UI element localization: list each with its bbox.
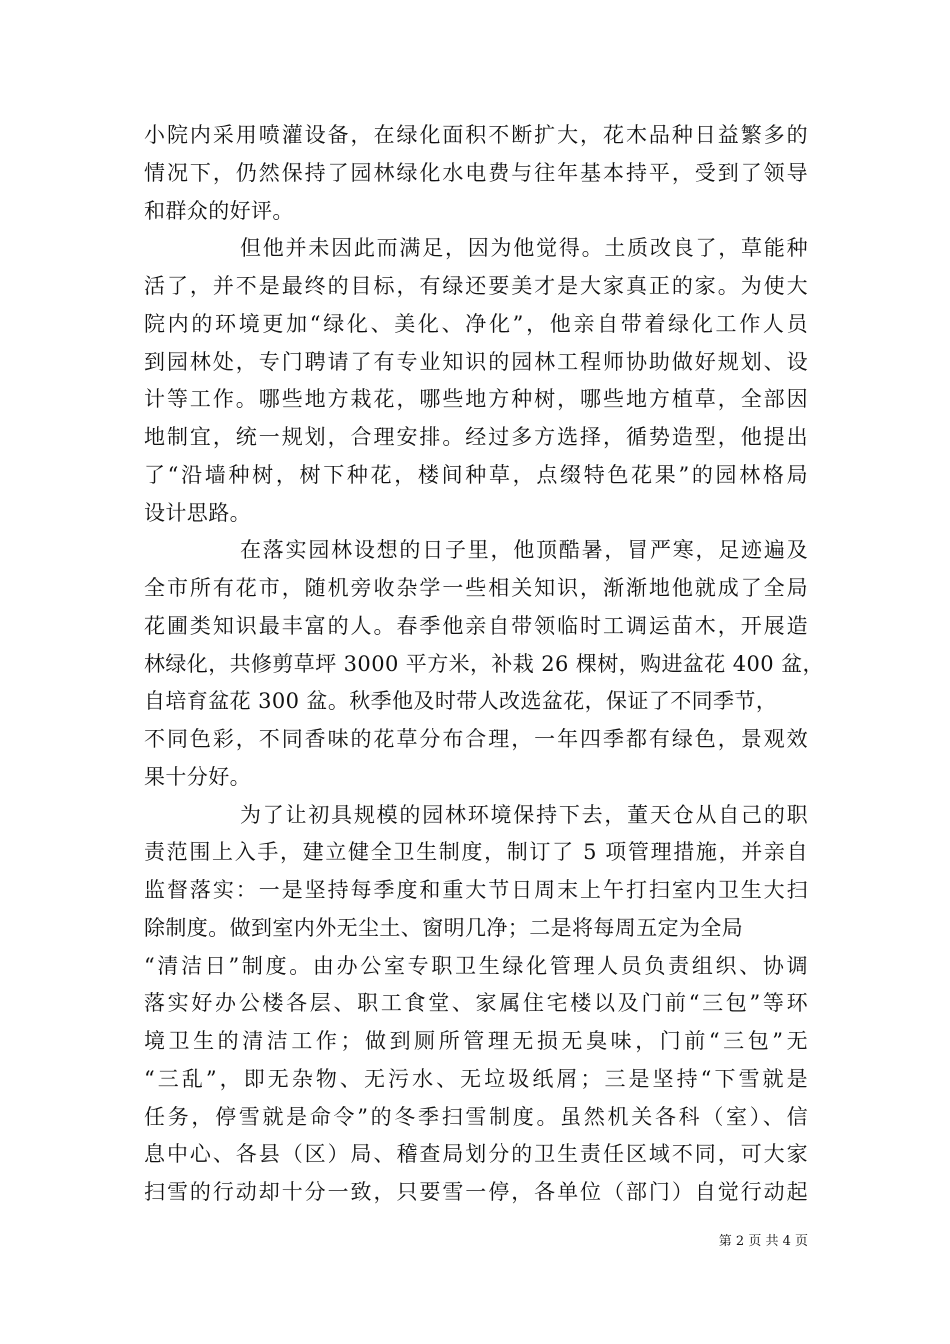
text-line: 全市所有花市，随机旁收杂学一些相关知识，渐渐地他就成了全局 — [144, 576, 808, 600]
text-line: 和群众的好评。 — [144, 198, 294, 223]
text-line: “清洁日”制度。由办公室专职卫生绿化管理人员负责组织、协调 — [144, 953, 808, 978]
text-line: 但他并未因此而满足，因为他觉得。土质改良了，草能种 — [240, 236, 808, 261]
text-line: 设计思路。 — [144, 500, 251, 525]
text-line: 到园林处，专门聘请了有专业知识的园林工程师协助做好规划、设 — [144, 349, 808, 374]
text-line: 花圃类知识最丰富的人。春季他亲自带领临时工调运苗木，开展造 — [144, 613, 808, 638]
text-line: 监督落实：一是坚持每季度和重大节日周末上午打扫室内卫生大扫 — [144, 878, 808, 902]
text-line: 计等工作。哪些地方栽花，哪些地方种树，哪些地方植草，全部因 — [144, 387, 808, 412]
text-line: 果十分好。 — [144, 764, 251, 789]
text-line: 不同色彩，不同香味的花草分布合理，一年四季都有绿色，景观效 — [144, 727, 808, 751]
body-text — [144, 117, 824, 1212]
text-line: 在落实园林设想的日子里，他顶酷暑，冒严寒，足迹遍及 — [240, 538, 808, 563]
text-line: 地制宜，统一规划，合理安排。经过多方选择，循势造型，他提出 — [144, 425, 808, 449]
text-line: 情况下，仍然保持了园林绿化水电费与往年基本持平，受到了领导 — [144, 160, 808, 185]
text-line: 小院内采用喷灌设备，在绿化面积不断扩大，花木品种日益繁多的 — [144, 123, 808, 147]
text-line: 为了让初具规模的园林环境保持下去，董天仓从自己的职 — [240, 802, 808, 827]
text-line: 了“沿墙种树，树下种花，楼间种草，点缀特色花果”的园林格局 — [144, 462, 808, 487]
text-line: 自培育盆花 300 盆。秋季他及时带人改选盆花，保证了不同季节， — [144, 689, 778, 714]
text-line: 责范围上入手，建立健全卫生制度，制订了 5 项管理措施，并亲自 — [144, 840, 808, 865]
page-number: 第 2 页 共 4 页 — [718, 1234, 808, 1249]
text-line: 落实好办公楼各层、职工食堂、家属住宅楼以及门前“三包”等环 — [144, 991, 808, 1016]
text-line: 息中心、各县（区）局、稽查局划分的卫生责任区域不同，可大家 — [144, 1142, 808, 1167]
text-line: “三乱”，即无杂物、无污水、无垃圾纸屑；三是坚持“下雪就是 — [144, 1066, 808, 1091]
text-line: 活了，并不是最终的目标，有绿还要美才是大家真正的家。为使大 — [144, 274, 808, 298]
text-line: 除制度。做到室内外无尘土、窗明几净；二是将每周五定为全局 — [144, 915, 744, 940]
text-line: 境卫生的清洁工作；做到厕所管理无损无臭味，门前“三包”无 — [144, 1029, 808, 1053]
text-line: 林绿化，共修剪草坪 3000 平方米，补栽 26 棵树，购进盆花 400 盆， — [144, 651, 824, 676]
text-line: 扫雪的行动却十分一致，只要雪一停，各单位（部门）自觉行动起 — [144, 1180, 808, 1204]
text-line: 院内的环境更加“绿化、美化、净化”，他亲自带着绿化工作人员 — [144, 311, 808, 336]
text-line: 任务，停雪就是命令”的冬季扫雪制度。虽然机关各科（室）、信 — [144, 1104, 808, 1129]
